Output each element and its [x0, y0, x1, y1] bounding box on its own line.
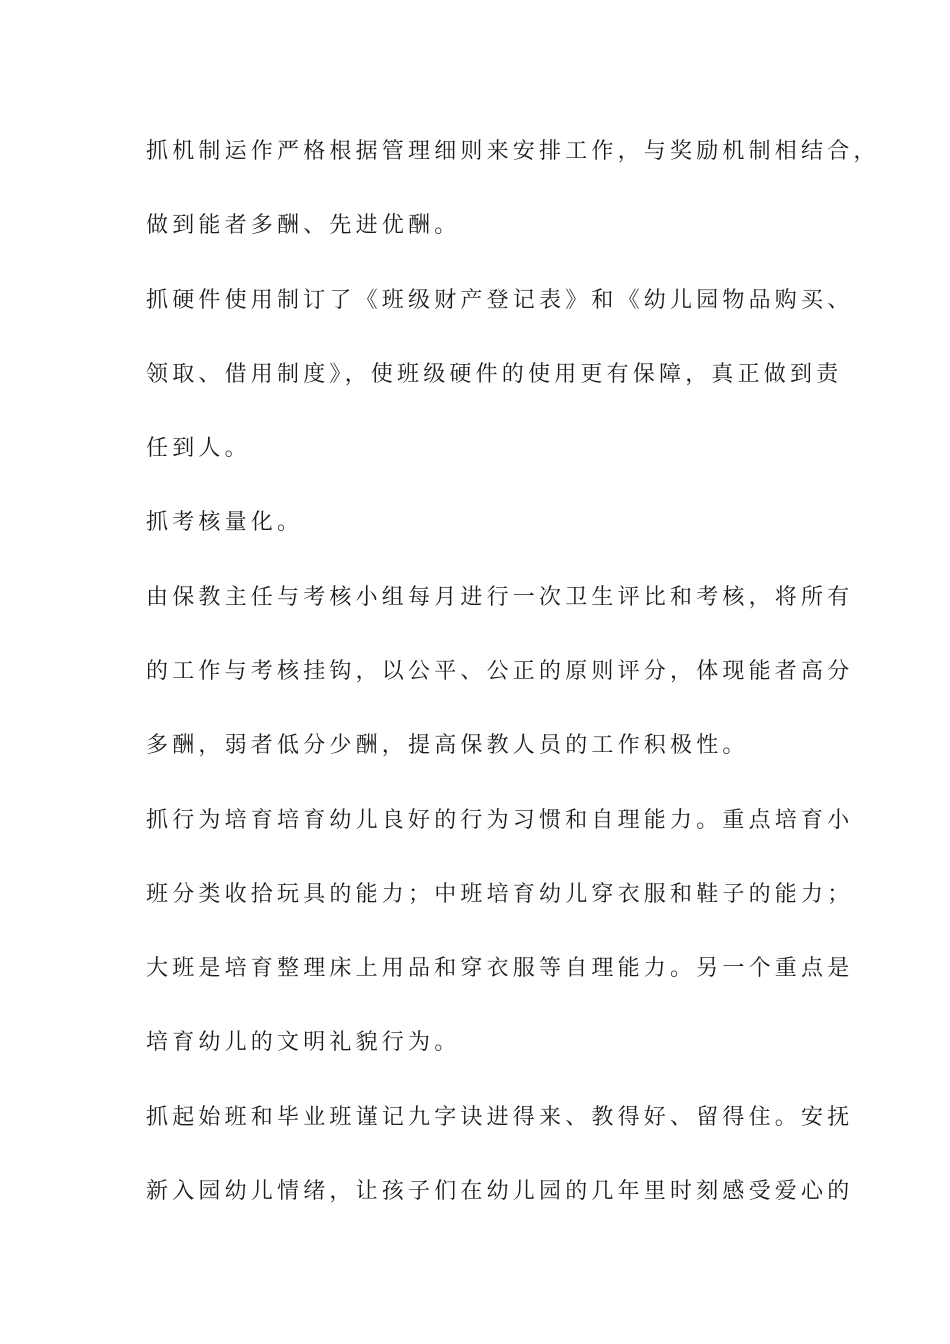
text-line: 抓行为培育培育幼儿良好的行为习惯和自理能力。重点培育小	[146, 808, 854, 833]
text-line: 做到能者多酬、先进优酬。	[146, 213, 461, 238]
text-line: 由保教主任与考核小组每月进行一次卫生评比和考核，将所有	[146, 585, 854, 610]
text-line: 抓起始班和毕业班谨记九字诀进得来、教得好、留得住。安抚	[146, 1105, 854, 1130]
text-line: 抓硬件使用制订了《班级财产登记表》和《幼儿园物品购买、	[146, 288, 854, 313]
text-line: 的工作与考核挂钩，以公平、公正的原则评分，体现能者高分	[146, 659, 854, 684]
text-line: 班分类收拾玩具的能力；中班培育幼儿穿衣服和鞋子的能力；	[146, 882, 854, 907]
text-line: 抓考核量化。	[146, 510, 304, 535]
text-line: 抓机制运作严格根据管理细则来安排工作，与奖励机制相结合，	[146, 139, 880, 164]
text-line: 多酬，弱者低分少酬，提高保教人员的工作积极性。	[146, 733, 749, 758]
text-line: 任到人。	[146, 436, 251, 461]
text-line: 领取、借用制度》，使班级硬件的使用更有保障，真正做到责	[146, 362, 843, 387]
text-line: 大班是培育整理床上用品和穿衣服等自理能力。另一个重点是	[146, 956, 854, 981]
text-line: 培育幼儿的文明礼貌行为。	[146, 1030, 461, 1055]
text-line: 新入园幼儿情绪，让孩子们在幼儿园的几年里时刻感受爱心的	[146, 1179, 854, 1204]
